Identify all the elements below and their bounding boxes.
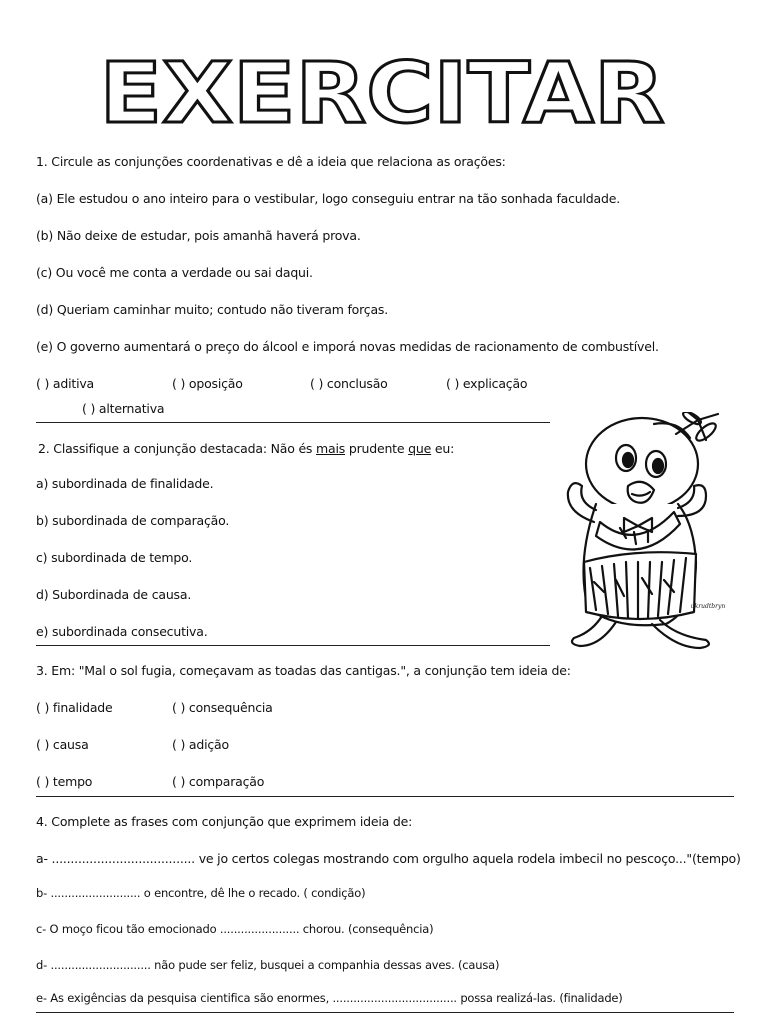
q3-prompt: 3. Em: "Mal o sol fugia, começavam as toadas das cantigas.", a conjunção tem ideia de:	[36, 663, 571, 678]
q3-option-finalidade: ( ) finalidade	[36, 700, 113, 715]
q3-option-causa: ( ) causa	[36, 737, 89, 752]
q2-prompt-mid: prudente	[345, 441, 409, 456]
penguin-mascot-illustration	[556, 412, 738, 652]
q4-item-e: e- As exigências da pesquisa cientifica são enormes, .................................... possa realizá-las. (finalidade)	[36, 991, 623, 1005]
q1-option-aditiva: ( ) aditiva	[36, 376, 94, 391]
q1-item-e: (e) O governo aumentará o preço do álcool e imporá novas medidas de racionamento de combustível.	[36, 339, 659, 354]
q3-option-adicao: ( ) adição	[172, 737, 229, 752]
q4-item-b: b- .......................... o encontre, dê lhe o recado. ( condição)	[36, 886, 366, 900]
q4-item-d: d- ............................. não pude ser feliz, busquei a companhia dessas aves. (causa)	[36, 958, 500, 972]
q1-option-oposicao: ( ) oposição	[172, 376, 243, 391]
q1-item-a: (a) Ele estudou o ano inteiro para o vestibular, logo conseguiu entrar na tão sonhada faculdade.	[36, 191, 620, 206]
q2-prompt-pre: 2. Classifique a conjunção destacada: Não és	[38, 441, 317, 456]
q1-prompt: 1. Circule as conjunções coordenativas e dê a ideia que relaciona as orações:	[36, 154, 506, 169]
q1-option-explicacao: ( ) explicação	[446, 376, 528, 391]
q4-item-a: a- ...................................... ve jo certos colegas mostrando com orgulho aquela rodela imbecil no pescoço..."(tempo)	[36, 851, 741, 866]
q4-prompt: 4. Complete as frases com conjunção que exprimem ideia de:	[36, 814, 413, 829]
q2-item-b: b) subordinada de comparação.	[36, 513, 230, 528]
page-title-text: EXERCITAR	[99, 50, 665, 135]
q1-item-c: (c) Ou você me conta a verdade ou sai daqui.	[36, 265, 313, 280]
q1-option-alternativa: ( ) alternativa	[82, 401, 165, 416]
page-title	[95, 50, 670, 135]
q2-prompt-post: eu:	[431, 441, 455, 456]
divider	[36, 1012, 734, 1013]
q2-underlined-que: que	[408, 441, 432, 456]
q2-item-d: d) Subordinada de causa.	[36, 587, 192, 602]
divider	[36, 422, 550, 423]
artist-signature: ukrudtbryn	[690, 603, 726, 610]
divider	[36, 796, 734, 797]
q2-item-c: c) subordinada de tempo.	[36, 550, 193, 565]
q3-option-tempo: ( ) tempo	[36, 774, 93, 789]
q1-item-b: (b) Não deixe de estudar, pois amanhã haverá prova.	[36, 228, 361, 243]
q4-item-c: c- O moço ficou tão emocionado ....................... chorou. (consequência)	[36, 922, 434, 936]
q2-item-a: a) subordinada de finalidade.	[36, 476, 214, 491]
q1-item-d: (d) Queriam caminhar muito; contudo não tiveram forças.	[36, 302, 389, 317]
q2-underlined-mais: mais	[316, 441, 346, 456]
q1-option-conclusao: ( ) conclusão	[310, 376, 388, 391]
divider	[36, 645, 550, 646]
q3-option-consequencia: ( ) consequência	[172, 700, 273, 715]
q2-item-e: e) subordinada consecutiva.	[36, 624, 208, 639]
q2-prompt	[38, 441, 454, 456]
q3-option-comparacao: ( ) comparação	[172, 774, 265, 789]
